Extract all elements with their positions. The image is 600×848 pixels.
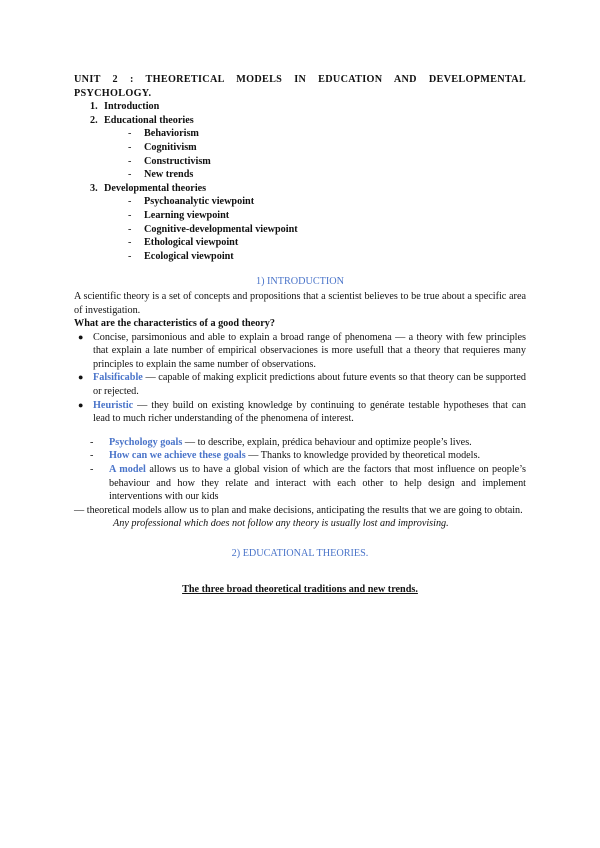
dash-marker: -	[90, 464, 94, 476]
toc-subitem: - Ecological viewpoint	[128, 250, 234, 262]
toc-sublist	[74, 127, 526, 181]
bullet-keyword: Falsificable	[93, 372, 143, 384]
toc-subitem: - Psychoanalytic viewpoint	[128, 196, 255, 208]
quote-line: Any professional which does not follow any theory is usually lost and improvising.	[113, 518, 449, 530]
section-heading-introduction: 1) INTRODUCTION	[256, 276, 344, 288]
bullet-icon: ●	[78, 331, 84, 342]
toc-item	[74, 182, 526, 196]
toc-number: 3.	[90, 182, 98, 194]
bullet-icon: ●	[78, 399, 84, 410]
dash-keyword: Psychology goals	[109, 436, 183, 448]
dash-keyword: A model	[109, 464, 146, 476]
goals-list	[74, 436, 526, 504]
toc-label: Educational theories	[104, 114, 194, 126]
section-heading-educational-theories: 2) EDUCATIONAL THEORIES.	[231, 548, 369, 559]
toc-subitem-label: Ethological viewpoint	[144, 237, 239, 249]
toc-sublist	[74, 195, 526, 263]
dash-keyword: How can we achieve these goals	[109, 450, 246, 462]
toc-subitem-label: Learning viewpoint	[144, 209, 230, 221]
table-of-contents-cont	[74, 182, 526, 196]
list-item	[74, 399, 526, 426]
bullet-text: Concise, parsimonious and able to explain a broad range of phenomena — a theory with few principles that explain a late number of empirical observaciones is more usefull that a theory that requieres many principles to explain the same number of observations.	[93, 331, 526, 370]
toc-label: Developmental theories	[104, 182, 207, 194]
toc-number: 2.	[90, 114, 98, 126]
dash-text: allows us to have a global vision of which are the factors that most influence on people’s behaviour and how they relate and interact with each other to help design and implement interventions with our kids	[109, 464, 526, 503]
table-of-contents	[74, 100, 526, 127]
list-item	[74, 449, 526, 463]
dash-text: — Thanks to knowledge provided by theoretical models.	[245, 450, 481, 462]
toc-item	[74, 114, 526, 128]
toc-subitem: - Behaviorism	[128, 128, 199, 140]
toc-subitem-label: Cognitive-developmental viewpoint	[144, 223, 298, 235]
dash-marker: -	[90, 436, 94, 448]
dash-text: — to describe, explain, prédica behaviour and optimize people’s lives.	[182, 436, 472, 448]
bullet-text: — they build on existing knowledge by continuing to genérate testable hypotheses that can lead to much richer understanding of the phenomena of interest.	[93, 399, 526, 425]
toc-subitem-label: Ecological viewpoint	[144, 250, 234, 262]
intro-paragraph: A scientific theory is a set of concepts and propositions that a scientist believes to be true about a specific area of investigation.	[74, 290, 526, 316]
bullet-keyword: Heuristic	[93, 399, 134, 411]
list-item	[74, 463, 526, 504]
unit-title: UNIT 2 : THEORETICAL MODELS IN EDUCATION AND DEVELOPMENTAL PSYCHOLOGY.	[74, 74, 526, 99]
list-item	[74, 371, 526, 398]
dash-marker: -	[90, 450, 94, 462]
bullet-text: — capable of making explicit predictions about future events so that theory can be supported or rejected.	[93, 372, 526, 398]
toc-subitem-label: Behaviorism	[144, 128, 199, 140]
toc-subitem: - Cognitive-developmental viewpoint	[128, 223, 298, 235]
toc-subitem-label: Psychoanalytic viewpoint	[144, 196, 255, 208]
conclusion-paragraph: — theoretical models allow us to plan and make decisions, anticipating the results that we are going to obtain.	[74, 504, 523, 516]
document-page	[74, 73, 526, 596]
question-heading: What are the characteristics of a good theory?	[74, 318, 275, 330]
toc-subitem: - Cognitivism	[128, 141, 197, 153]
toc-label: Introduction	[104, 101, 160, 113]
toc-subitem: - Constructivism	[128, 155, 211, 167]
characteristics-list	[74, 331, 526, 426]
toc-number: 1.	[90, 101, 98, 113]
bullet-icon: ●	[78, 372, 84, 383]
section-subheading: The three broad theoretical traditions and new trends.	[182, 583, 418, 595]
list-item	[74, 436, 526, 450]
toc-subitem-label: New trends	[144, 169, 194, 181]
list-item	[74, 331, 526, 372]
toc-subitem-label: Constructivism	[144, 155, 211, 167]
toc-subitem: - New trends	[128, 169, 194, 181]
toc-subitem-label: Cognitivism	[144, 141, 197, 153]
toc-subitem: - Learning viewpoint	[128, 209, 230, 221]
toc-item	[74, 100, 526, 114]
toc-subitem: - Ethological viewpoint	[128, 237, 239, 249]
